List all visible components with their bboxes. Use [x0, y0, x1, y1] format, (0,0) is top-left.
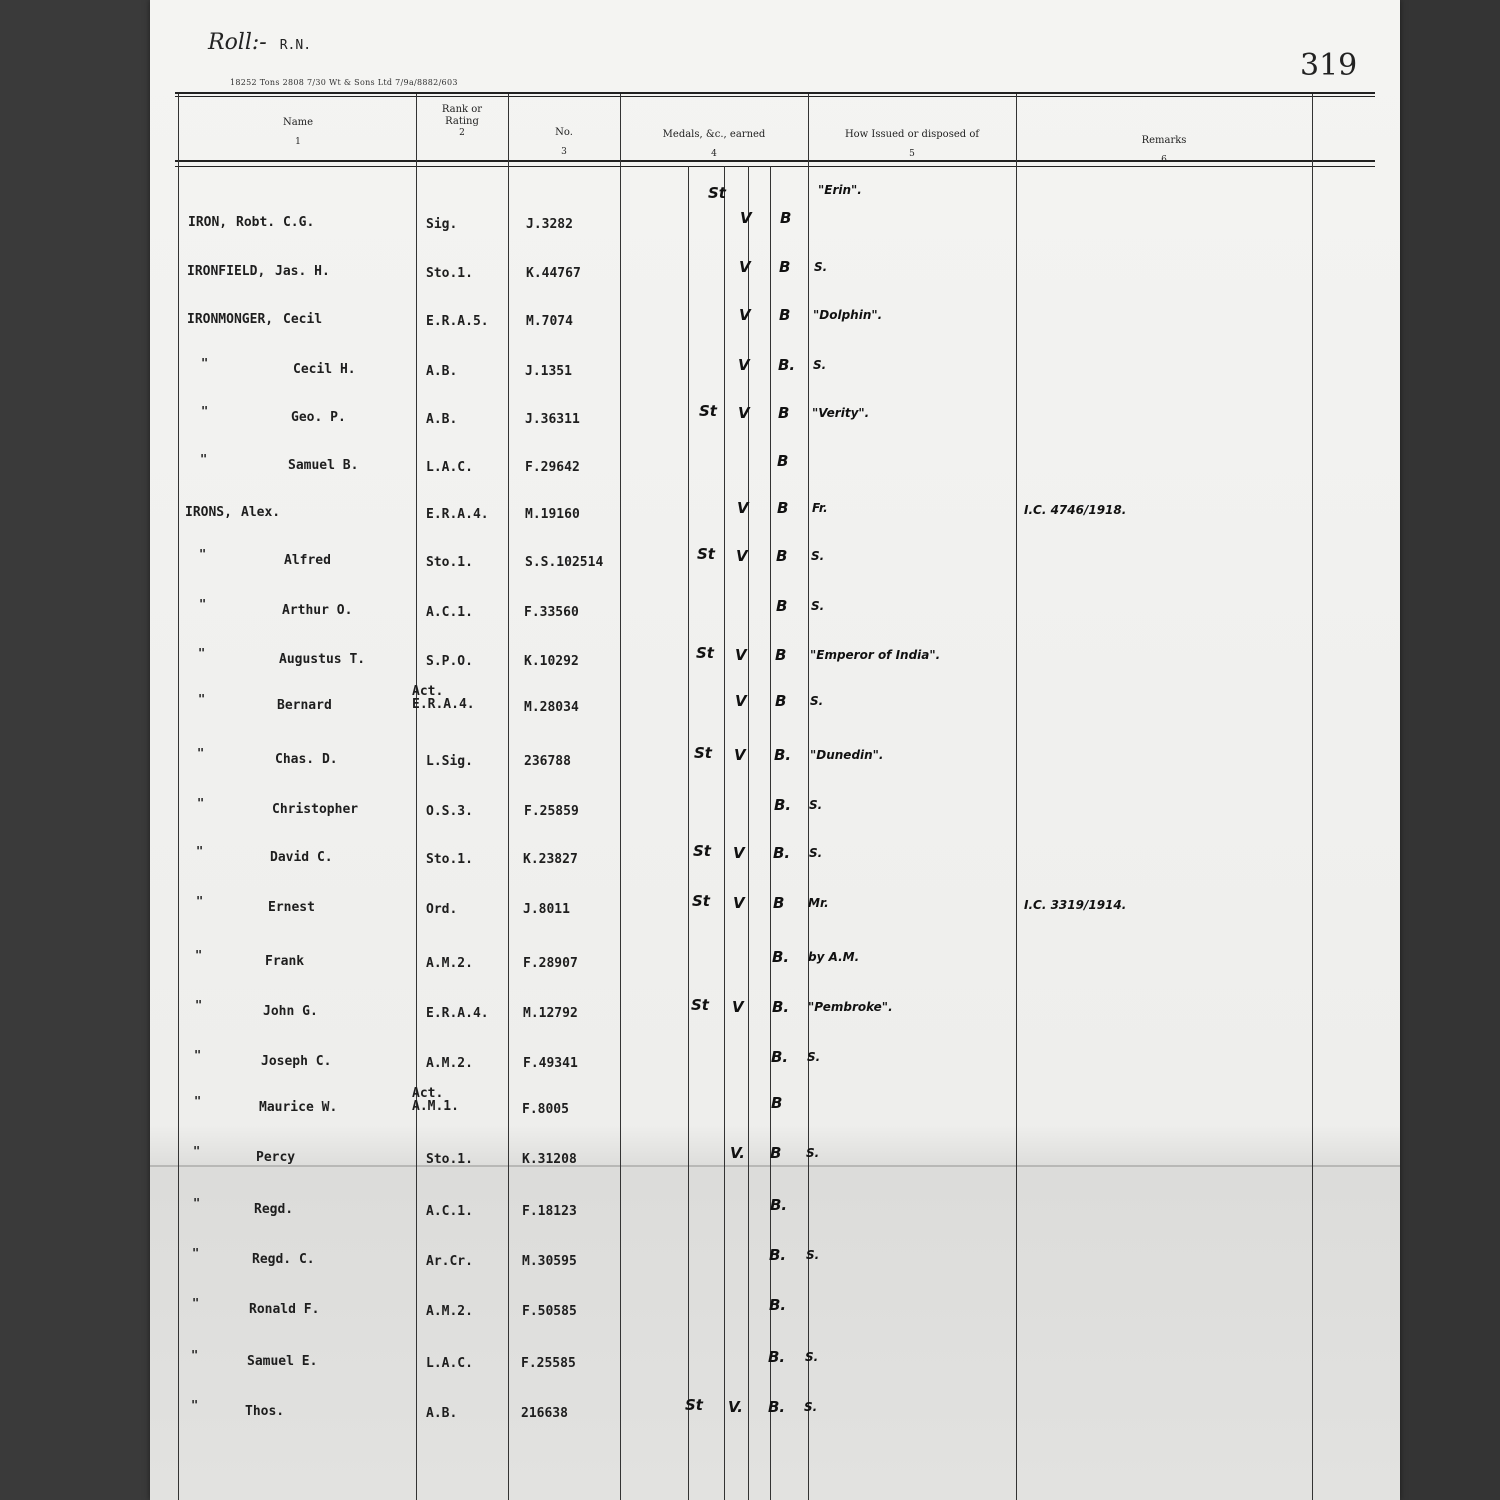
issued-cell: "Verity". [812, 406, 870, 420]
british-war-medal-mark: B. [768, 1348, 786, 1366]
rank-prefix-cell: Act. [412, 1086, 444, 1101]
ditto-mark: " [199, 597, 207, 611]
issued-cell: S. [806, 1248, 820, 1262]
medal-subcol-rule [688, 166, 689, 1500]
victory-medal-mark: V [738, 404, 750, 422]
victory-medal-mark: V [739, 258, 751, 276]
forename-cell: Jas. H. [275, 264, 330, 279]
ditto-mark: " [192, 1296, 200, 1310]
rank-cell: Sto.1. [426, 266, 473, 281]
ditto-mark: " [193, 1144, 201, 1158]
service-number-cell: J.1351 [525, 364, 572, 379]
service-number-cell: K.31208 [522, 1152, 577, 1167]
ditto-mark: " [201, 356, 209, 370]
col-rule [416, 94, 417, 1500]
forename-cell: Samuel E. [247, 1354, 318, 1369]
star-medal-mark: St [694, 744, 712, 762]
issued-cell: by A.M. [808, 950, 860, 964]
service-number-cell: S.S.102514 [525, 555, 604, 570]
rank-cell: Sig. [426, 217, 458, 232]
british-war-medal-mark: B. [778, 356, 796, 374]
victory-medal-mark: V [733, 844, 745, 862]
victory-medal-mark: V [734, 746, 746, 764]
service-number-cell: F.25585 [521, 1356, 576, 1371]
issued-cell: S. [809, 798, 823, 812]
victory-medal-mark: V [738, 356, 750, 374]
rank-cell: E.R.A.4. [426, 507, 489, 522]
service-number-cell: F.50585 [522, 1304, 577, 1319]
forename-cell: David C. [270, 850, 333, 865]
col-header-issued: How Issued or disposed of 5 [844, 129, 980, 159]
rank-cell: A.C.1. [426, 1204, 473, 1219]
forename-cell: Bernard [277, 698, 332, 713]
col-rule [620, 94, 621, 1500]
rank-cell: Ord. [426, 902, 458, 917]
rank-cell: A.M.2. [426, 1056, 473, 1071]
service-number-cell: J.3282 [526, 217, 573, 232]
british-war-medal-mark: B [773, 894, 785, 912]
british-war-medal-mark: B. [768, 1398, 786, 1416]
forename-cell: Thos. [245, 1404, 285, 1419]
ditto-mark: " [199, 547, 207, 561]
service-number-cell: F.28907 [523, 956, 578, 971]
surname-cell: IRON, [188, 215, 228, 230]
star-medal-mark: St [692, 892, 710, 910]
british-war-medal-mark: B. [770, 1196, 788, 1214]
ditto-mark: " [191, 1398, 199, 1412]
star-medal-mark: St [693, 842, 711, 860]
forename-cell: Samuel B. [288, 458, 359, 473]
col-rule [178, 94, 179, 1500]
col-rule [1016, 94, 1017, 1500]
surname-cell: IRONMONGER, [187, 312, 274, 327]
ditto-mark: " [195, 998, 203, 1012]
surname-cell: IRONFIELD, [187, 264, 266, 279]
service-number-cell: K.44767 [526, 266, 581, 281]
british-war-medal-mark: B. [774, 796, 792, 814]
victory-medal-mark: V [737, 499, 749, 517]
issued-cell: "Dolphin". [813, 308, 883, 322]
forename-cell: Alex. [241, 505, 281, 520]
rank-cell: L.A.C. [426, 460, 473, 475]
forename-cell: Percy [256, 1150, 296, 1165]
british-war-medal-mark: B [776, 547, 788, 565]
forename-cell: Ronald F. [249, 1302, 320, 1317]
forename-cell: Maurice W. [259, 1100, 338, 1115]
medal-subcol-rule [724, 166, 725, 1500]
victory-medal-mark: V [732, 998, 744, 1016]
roll-label: Roll:- [208, 30, 267, 55]
service-number-cell: J.36311 [525, 412, 580, 427]
service-number-cell: M.28034 [524, 700, 579, 715]
british-war-medal-mark: B [777, 499, 789, 517]
forename-cell: Regd. C. [252, 1252, 315, 1267]
rank-cell: Sto.1. [426, 555, 473, 570]
col-header-rank: Rank or Rating 2 [441, 104, 483, 138]
service-number-cell: F.25859 [524, 804, 579, 819]
british-war-medal-mark: B [779, 258, 791, 276]
issued-cell: S. [810, 694, 824, 708]
col-header-medals: Medals, &c., earned 4 [662, 129, 766, 159]
issued-cell: S. [811, 549, 825, 563]
victory-medal-mark: V [735, 646, 747, 664]
ditto-mark: " [193, 1196, 201, 1210]
service-number-cell: M.7074 [526, 314, 573, 329]
british-war-medal-mark: B [778, 404, 790, 422]
british-war-medal-mark: B [780, 209, 792, 227]
forename-cell: Augustus T. [279, 652, 366, 667]
star-mark: St [708, 184, 726, 202]
service-number-cell: J.8011 [523, 902, 570, 917]
ditto-mark: " [197, 796, 205, 810]
ditto-mark: " [201, 404, 209, 418]
issued-cell: S. [806, 1146, 820, 1160]
star-medal-mark: St [685, 1396, 703, 1414]
col-rule [808, 94, 809, 1500]
col-header-name: Name 1 [282, 117, 314, 147]
forename-cell: Cecil H. [293, 362, 356, 377]
service-number-cell: 236788 [524, 754, 571, 769]
background-right [1400, 0, 1500, 1500]
printer-imprint: 18252 Tons 2808 7/30 Wt & Sons Ltd 7/9a/8882/603 [230, 78, 458, 87]
service-number-cell: M.19160 [525, 507, 580, 522]
rank-cell: A.B. [426, 1406, 458, 1421]
ditto-mark: " [198, 646, 206, 660]
rank-cell: A.C.1. [426, 605, 473, 620]
forename-cell: Joseph C. [261, 1054, 332, 1069]
service-number-cell: K.10292 [524, 654, 579, 669]
british-war-medal-mark: B [776, 597, 788, 615]
service-number-cell: F.49341 [523, 1056, 578, 1071]
issued-cell: Mr. [808, 896, 829, 910]
issued-cell: Fr. [812, 501, 828, 515]
roll-heading [208, 30, 311, 55]
forename-cell: Ernest [268, 900, 315, 915]
star-medal-mark: St [697, 545, 715, 563]
rank-prefix-cell: Act. [412, 684, 444, 699]
victory-medal-mark: V. [728, 1398, 743, 1416]
british-war-medal-mark: B. [769, 1296, 787, 1314]
service-number-cell: M.12792 [523, 1006, 578, 1021]
issued-cell: "Pembroke". [808, 1000, 893, 1014]
british-war-medal-mark: B. [772, 998, 790, 1016]
forename-cell: Christopher [272, 802, 359, 817]
star-medal-mark: St [696, 644, 714, 662]
service-number-cell: F.29642 [525, 460, 580, 475]
roll-code: R.N. [279, 38, 312, 53]
british-war-medal-mark: B [771, 1094, 783, 1112]
issued-cell: S. [805, 1350, 819, 1364]
forename-cell: Chas. D. [275, 752, 338, 767]
service-number-cell: F.8005 [522, 1102, 569, 1117]
issued-cell: "Dunedin". [810, 748, 884, 762]
british-war-medal-mark: B. [772, 948, 790, 966]
issued-cell: S. [809, 846, 823, 860]
british-war-medal-mark: B [779, 306, 791, 324]
ditto-mark: " [194, 1094, 202, 1108]
issued-cell: S. [804, 1400, 818, 1414]
star-medal-mark: St [691, 996, 709, 1014]
roll-page [150, 0, 1400, 1500]
issued-cell: S. [811, 599, 825, 613]
rank-cell: S.P.O. [426, 654, 473, 669]
forename-cell: Frank [265, 954, 305, 969]
ditto-mark: " [195, 948, 203, 962]
service-number-cell: M.30595 [522, 1254, 577, 1269]
ditto-mark: " [192, 1246, 200, 1260]
british-war-medal-mark: B. [771, 1048, 789, 1066]
issued-cell: S. [814, 260, 828, 274]
rank-cell: Ar.Cr. [426, 1254, 473, 1269]
service-number-cell: 216638 [521, 1406, 568, 1421]
rank-cell: O.S.3. [426, 804, 473, 819]
victory-medal-mark: V [739, 306, 751, 324]
victory-medal-mark: V [733, 894, 745, 912]
british-war-medal-mark: B. [774, 746, 792, 764]
british-war-medal-mark: B [770, 1144, 782, 1162]
forename-cell: Regd. [254, 1202, 294, 1217]
page-number: 319 [1300, 48, 1358, 83]
header-rule-top-thin [175, 96, 1375, 97]
rank-cell: E.R.A.5. [426, 314, 489, 329]
service-number-cell: F.18123 [522, 1204, 577, 1219]
victory-medal-mark: V. [730, 1144, 745, 1162]
british-war-medal-mark: B [777, 452, 789, 470]
rank-cell: A.B. [426, 364, 458, 379]
service-number-cell: F.33560 [524, 605, 579, 620]
forename-cell: John G. [263, 1004, 318, 1019]
rank-cell: A.B. [426, 412, 458, 427]
issued-note: "Erin". [818, 183, 862, 197]
rank-cell: A.M.1. [412, 1099, 459, 1114]
forename-cell: Robt. C.G. [236, 215, 315, 230]
col-header-remarks: Remarks 6 [1141, 135, 1187, 165]
ditto-mark: " [196, 844, 204, 858]
issued-cell: S. [807, 1050, 821, 1064]
remarks-cell: I.C. 4746/1918. [1024, 503, 1127, 517]
header-rule-top [175, 92, 1375, 94]
british-war-medal-mark: B. [773, 844, 791, 862]
british-war-medal-mark: B. [769, 1246, 787, 1264]
ditto-mark: " [197, 746, 205, 760]
rank-cell: Sto.1. [426, 852, 473, 867]
victory-medal-mark: V [735, 692, 747, 710]
rank-cell: A.M.2. [426, 1304, 473, 1319]
issued-cell: "Emperor of India". [810, 648, 941, 662]
col-rule [508, 94, 509, 1500]
british-war-medal-mark: B [775, 646, 787, 664]
rank-cell: L.A.C. [426, 1356, 473, 1371]
forename-cell: Geo. P. [291, 410, 346, 425]
background-left [0, 0, 150, 1500]
rank-cell: E.R.A.4. [426, 1006, 489, 1021]
forename-cell: Arthur O. [282, 603, 353, 618]
rank-cell: L.Sig. [426, 754, 473, 769]
remarks-cell: I.C. 3319/1914. [1024, 898, 1127, 912]
header-rule-bottom-thin [175, 166, 1375, 167]
paper-fold [150, 1165, 1400, 1167]
british-war-medal-mark: B [775, 692, 787, 710]
rank-cell: Sto.1. [426, 1152, 473, 1167]
star-medal-mark: St [699, 402, 717, 420]
victory-medal-mark: V [740, 209, 752, 227]
victory-medal-mark: V [736, 547, 748, 565]
col-rule [1312, 94, 1313, 1500]
ditto-mark: " [196, 894, 204, 908]
issued-cell: S. [813, 358, 827, 372]
ditto-mark: " [194, 1048, 202, 1062]
col-header-number: No. 3 [555, 127, 573, 157]
rank-cell: E.R.A.4. [412, 697, 475, 712]
ditto-mark: " [191, 1348, 199, 1362]
forename-cell: Cecil [283, 312, 323, 327]
ditto-mark: " [198, 692, 206, 706]
surname-cell: IRONS, [185, 505, 232, 520]
forename-cell: Alfred [284, 553, 331, 568]
rank-cell: A.M.2. [426, 956, 473, 971]
service-number-cell: K.23827 [523, 852, 578, 867]
ditto-mark: " [200, 452, 208, 466]
